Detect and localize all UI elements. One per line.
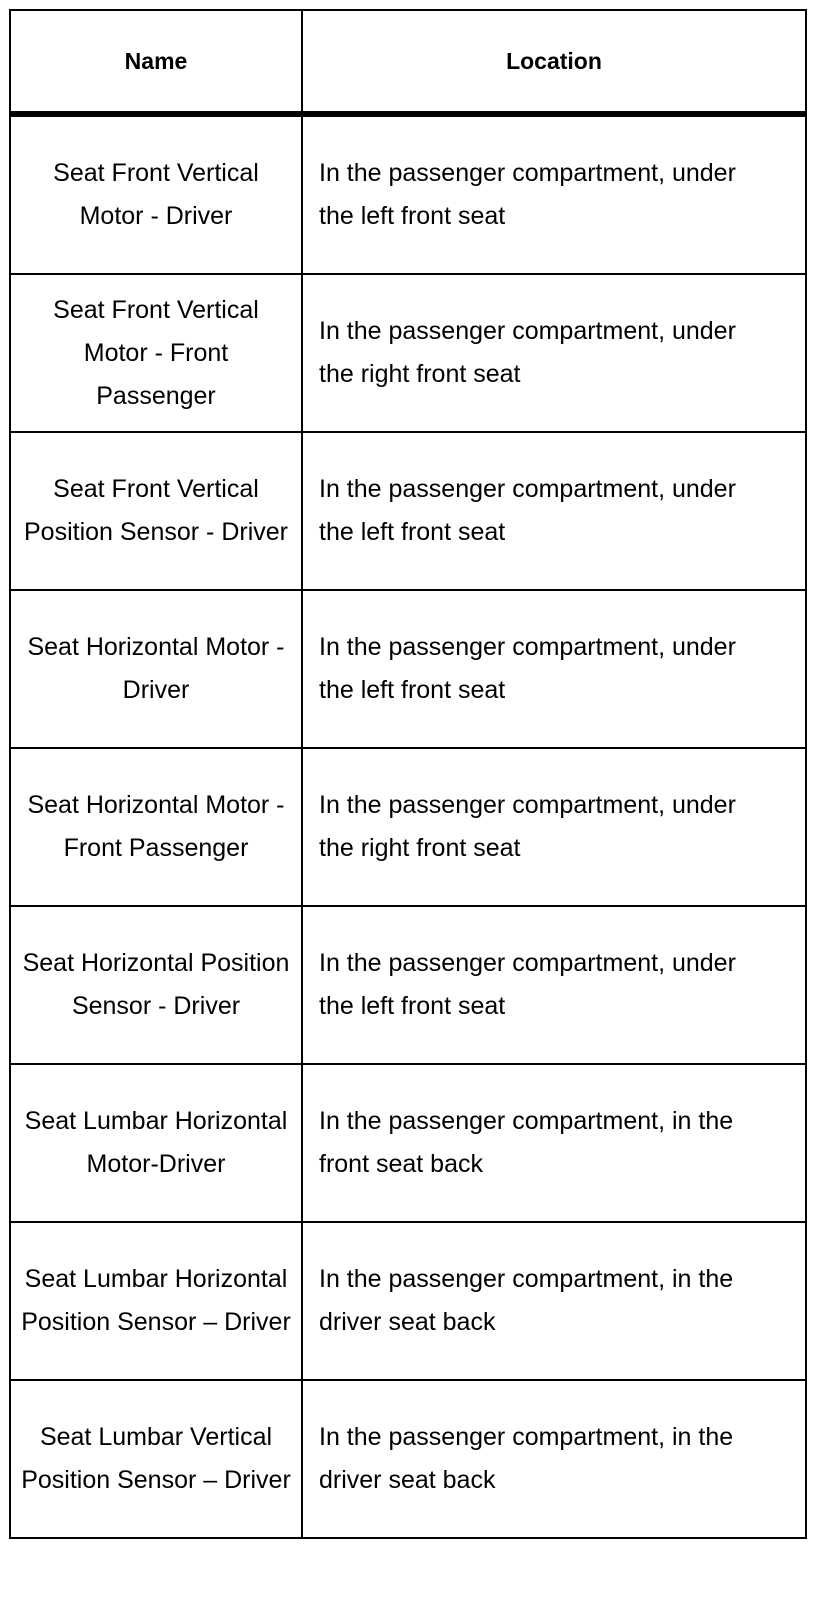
table-row [10, 590, 806, 748]
component-location: In the passenger compartment, in the driver seat back [319, 1265, 734, 1336]
table-row [10, 432, 806, 590]
component-location: In the passenger compartment, under the left front seat [319, 949, 736, 1020]
component-name: Seat Lumbar Vertical Position Sensor – Driver [21, 1423, 291, 1494]
component-location-cell [302, 432, 806, 590]
component-location-cell [302, 1064, 806, 1222]
component-location-cell [302, 590, 806, 748]
component-name: Seat Lumbar Horizontal Motor-Driver [24, 1107, 288, 1178]
table-row [10, 906, 806, 1064]
component-name: Seat Front Vertical Motor - Driver [53, 159, 259, 230]
component-name-cell [10, 432, 302, 590]
table-row [10, 1222, 806, 1380]
component-location: In the passenger compartment, in the front seat back [319, 1107, 734, 1178]
table-row [10, 114, 806, 274]
component-location-cell [302, 1222, 806, 1380]
table-row [10, 748, 806, 906]
table-body [10, 114, 806, 1538]
component-name: Seat Lumbar Horizontal Position Sensor – Driver [21, 1265, 291, 1336]
component-location: In the passenger compartment, under the right front seat [319, 317, 736, 388]
component-location-cell [302, 1380, 806, 1538]
component-location-table [9, 9, 807, 1539]
component-location: In the passenger compartment, under the left front seat [319, 159, 736, 230]
component-name: Seat Horizontal Motor - Driver [27, 633, 285, 704]
component-name-cell [10, 1380, 302, 1538]
table-row [10, 1064, 806, 1222]
component-location-cell [302, 274, 806, 432]
header-row [10, 10, 806, 114]
component-location: In the passenger compartment, in the driver seat back [319, 1423, 734, 1494]
component-name: Seat Front Vertical Position Sensor - Driver [24, 475, 288, 546]
component-name-cell [10, 590, 302, 748]
table-row [10, 274, 806, 432]
component-location-cell [302, 114, 806, 274]
component-location-cell [302, 906, 806, 1064]
table-header [10, 10, 806, 114]
component-name-cell [10, 906, 302, 1064]
component-name-cell [10, 114, 302, 274]
component-name-cell [10, 748, 302, 906]
name-column-header: Name [10, 10, 302, 114]
component-name: Seat Horizontal Motor - Front Passenger [27, 791, 285, 862]
component-name: Seat Front Vertical Motor - Front Passenger [53, 295, 259, 410]
component-name-cell [10, 1064, 302, 1222]
component-name-cell [10, 1222, 302, 1380]
component-name: Seat Horizontal Position Sensor - Driver [22, 949, 290, 1020]
table-row [10, 1380, 806, 1538]
component-location: In the passenger compartment, under the right front seat [319, 791, 736, 862]
component-location: In the passenger compartment, under the left front seat [319, 633, 736, 704]
location-column-header: Location [302, 10, 806, 114]
component-location-cell [302, 748, 806, 906]
component-location: In the passenger compartment, under the left front seat [319, 475, 736, 546]
component-name-cell [10, 274, 302, 432]
